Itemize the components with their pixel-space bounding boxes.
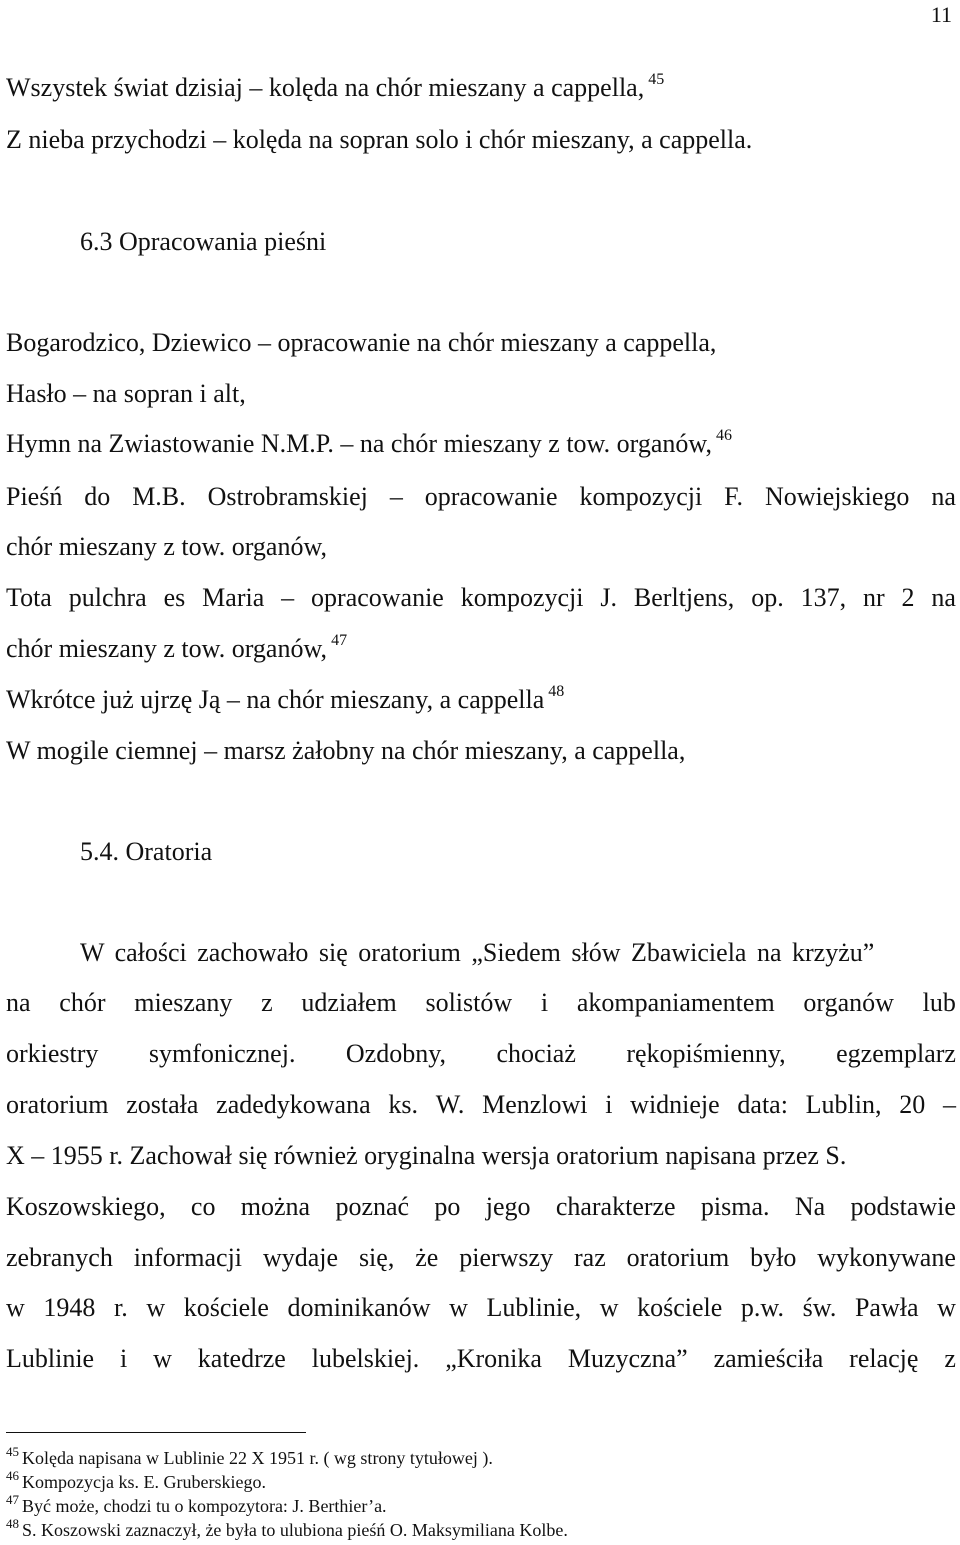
word: Ostrobramskiej — [207, 482, 368, 511]
list-item — [6, 124, 752, 156]
word: zamieściła — [713, 1344, 824, 1373]
word: do — [84, 482, 111, 511]
word: orkiestry — [6, 1039, 99, 1068]
word: w — [599, 1293, 619, 1322]
word: i — [119, 1344, 128, 1373]
word: solistów — [425, 988, 513, 1017]
word: Berltjens, — [633, 583, 735, 612]
word: w — [449, 1293, 468, 1322]
word: dominikanów — [287, 1293, 431, 1322]
word: na — [6, 988, 31, 1017]
word: – — [942, 1090, 956, 1119]
paragraph-line — [80, 937, 956, 969]
list-item — [6, 633, 347, 665]
list-item-text: chór mieszany z tow. organów, — [6, 634, 328, 663]
paragraph-line — [6, 1089, 956, 1121]
paragraph-line — [6, 1140, 846, 1172]
word: w — [6, 1293, 25, 1322]
word: Menzlowi — [482, 1090, 588, 1119]
word: podstawie — [850, 1192, 956, 1221]
word: F. — [724, 482, 744, 511]
section-heading-5-4: 5.4. Oratoria — [80, 837, 213, 866]
word: organów — [803, 988, 894, 1017]
word: Lublinie — [6, 1344, 95, 1373]
word: poznać — [335, 1192, 410, 1221]
list-item-text: Z nieba przychodzi – kolęda na sopran solo i chór mieszany, a cappella. — [6, 125, 753, 154]
word: Muzyczna” — [567, 1344, 688, 1373]
word: r. — [114, 1293, 128, 1322]
word: rękopiśmienny, — [626, 1039, 786, 1068]
word: Maria — [202, 583, 265, 612]
word: i — [540, 988, 549, 1017]
word: jego — [485, 1192, 531, 1221]
footnote-number: 48 — [6, 1516, 19, 1531]
word: co — [190, 1192, 216, 1221]
word: po — [434, 1192, 461, 1221]
word: św. — [802, 1293, 837, 1322]
list-item-text: Hymn na Zwiastowanie N.M.P. – na chór mieszany z tow. organów, — [6, 429, 712, 458]
list-item: Bogarodzico, Dziewico – opracowanie na chór mieszany a cappella, — [6, 328, 717, 357]
word: Nowiejskiego — [764, 482, 910, 511]
section-heading-6-3: 6.3 Opracowania pieśni — [80, 227, 327, 256]
word: się, — [358, 1243, 395, 1272]
footnote-separator — [6, 1432, 306, 1433]
page-number: 11 — [930, 2, 952, 27]
word: pulchra — [68, 583, 147, 612]
word: katedrze — [197, 1344, 286, 1373]
word: Ozdobny, — [345, 1039, 447, 1068]
word: opracowanie — [311, 583, 444, 612]
paragraph-line — [6, 1242, 956, 1274]
word: raz — [574, 1243, 606, 1272]
footnote-number: 47 — [6, 1492, 19, 1507]
word: symfonicznej. — [148, 1039, 296, 1068]
paragraph-line — [6, 1343, 956, 1375]
word: Pawła — [854, 1293, 919, 1322]
paragraph-line — [6, 1038, 956, 1070]
footnote-ref[interactable]: 47 — [331, 632, 348, 649]
list-item-justified — [6, 582, 956, 614]
paragraph-line — [6, 987, 956, 1019]
word: 1948 — [43, 1293, 96, 1322]
word: mieszany — [134, 988, 233, 1017]
paragraph-line — [6, 1191, 956, 1223]
footnote-number: 46 — [6, 1468, 19, 1483]
footnote-text: S. Koszowski zaznaczył, że była to ulubiona pieśń O. Maksymiliana Kolbe. — [22, 1520, 568, 1540]
word: egzemplarz — [836, 1039, 956, 1068]
word: z — [261, 988, 273, 1017]
footnote-text: Być może, chodzi tu o kompozytora: J. Berthier’a. — [22, 1496, 387, 1516]
list-item: W mogile ciemnej – marsz żałobny na chór mieszany, a cappella, — [6, 736, 686, 765]
list-item: chór mieszany z tow. organów, — [6, 532, 328, 561]
word: Na — [794, 1192, 826, 1221]
word: w — [937, 1293, 956, 1322]
word: kościele — [637, 1293, 723, 1322]
word: że — [415, 1243, 439, 1272]
word: lub — [922, 988, 956, 1017]
footnote — [6, 1468, 266, 1493]
word: Pieśń — [6, 482, 63, 511]
word: w — [146, 1293, 166, 1322]
word: z — [944, 1344, 956, 1373]
word: ks. — [388, 1090, 418, 1119]
word: oratorium — [626, 1243, 730, 1272]
list-item — [6, 72, 664, 104]
footnote-ref[interactable]: 48 — [548, 683, 565, 700]
word: chór — [59, 988, 106, 1017]
footnote — [6, 1516, 568, 1541]
footnote-ref[interactable]: 46 — [715, 427, 732, 444]
word: es — [163, 583, 186, 612]
word: nr — [862, 583, 885, 612]
word: M.B. — [132, 482, 186, 511]
word: zadedykowana — [216, 1090, 371, 1119]
footnote — [6, 1444, 493, 1469]
word: informacji — [133, 1243, 243, 1272]
word: chociaż — [496, 1039, 576, 1068]
word: oratorium — [6, 1090, 109, 1119]
word: było — [750, 1243, 797, 1272]
word: opracowanie — [424, 482, 558, 511]
footnote-number: 45 — [6, 1444, 19, 1459]
word: można — [240, 1192, 311, 1221]
list-item-text: Wkrótce już ujrzę Ją – na chór mieszany, a cappella — [6, 685, 545, 714]
footnote-text: Kolęda napisana w Lublinie 22 X 1951 r. ( wg strony tytułowej ). — [22, 1448, 493, 1468]
word: – — [389, 482, 403, 511]
word: relację — [849, 1344, 919, 1373]
word: pierwszy — [459, 1243, 554, 1272]
footnote-ref[interactable]: 45 — [648, 71, 665, 88]
word: „Kronika — [445, 1344, 542, 1373]
word: w — [153, 1344, 172, 1373]
word: 2 — [901, 583, 915, 612]
word: lubelskiej. — [311, 1344, 420, 1373]
word: kompozycji — [579, 482, 703, 511]
word: – — [281, 583, 295, 612]
paragraph-text: X – 1955 r. Zachował się również oryginalna wersja oratorium napisana przez S. — [6, 1141, 847, 1170]
word: udziałem — [301, 988, 397, 1017]
word: na — [931, 583, 956, 612]
word: data: — [737, 1090, 788, 1119]
list-item-text: Wszystek świat dzisiaj – kolęda na chór mieszany a cappella, — [6, 73, 645, 102]
word: p.w. — [740, 1293, 785, 1322]
word: wykonywane — [817, 1243, 956, 1272]
word: i — [605, 1090, 613, 1119]
word: op. — [751, 583, 784, 612]
footnote — [6, 1492, 387, 1517]
paragraph-line — [6, 1292, 956, 1324]
word: Lublin, — [805, 1090, 882, 1119]
word: została — [126, 1090, 199, 1119]
word: widnieje — [630, 1090, 720, 1119]
word: akompaniamentem — [576, 988, 775, 1017]
word: charakterze — [555, 1192, 676, 1221]
word: kompozycji — [460, 583, 584, 612]
word: kościele — [183, 1293, 269, 1322]
word: W. — [435, 1090, 465, 1119]
list-item: Hasło – na sopran i alt, — [6, 379, 246, 408]
word: Tota — [6, 583, 52, 612]
word: zebranych — [6, 1243, 113, 1272]
list-item — [6, 684, 564, 716]
list-item-justified — [6, 481, 956, 513]
word: Koszowskiego, — [6, 1192, 166, 1221]
word: Lublinie, — [486, 1293, 582, 1322]
word: wydaje — [262, 1243, 339, 1272]
list-item — [6, 428, 732, 460]
paragraph-text: W całości zachowało się oratorium „Siedem słów Zbawiciela na krzyżu” — [80, 938, 875, 967]
word: 20 — [899, 1090, 926, 1119]
footnote-text: Kompozycja ks. E. Gruberskiego. — [22, 1472, 266, 1492]
word: na — [931, 482, 956, 511]
word: 137, — [800, 583, 847, 612]
word: pisma. — [700, 1192, 770, 1221]
word: J. — [600, 583, 618, 612]
